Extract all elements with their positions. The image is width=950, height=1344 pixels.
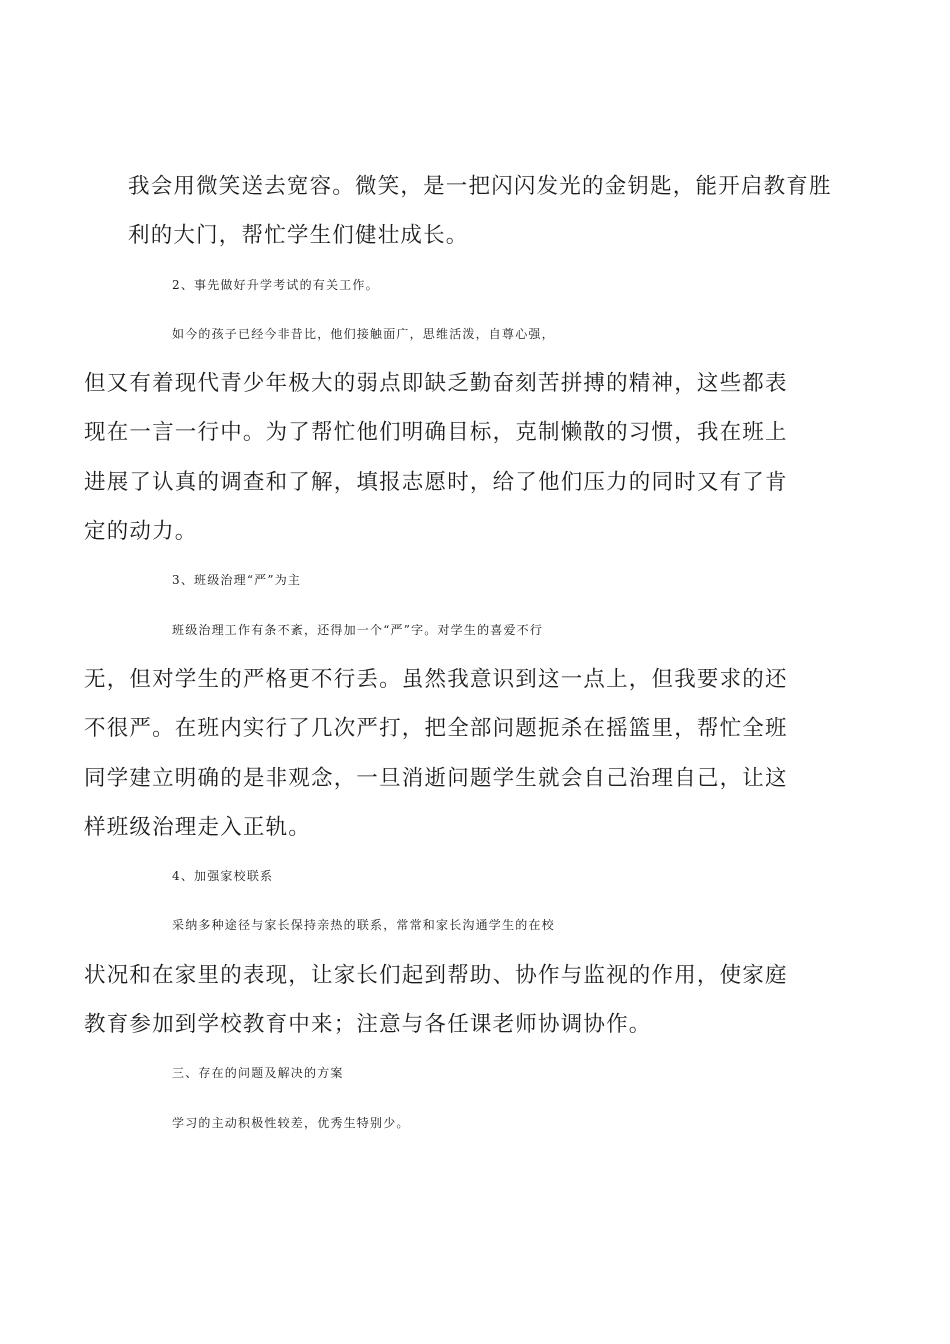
text-line: 利的大门，帮忙学生们健壮成长。	[128, 223, 469, 249]
text-line: 进展了认真的调查和了解，填报志愿时，给了他们压力的同时又有了肯	[84, 469, 788, 495]
section-heading-home-school	[128, 852, 832, 901]
text-line: 样班级治理走入正轨。	[84, 814, 312, 840]
text-line: 4、加强家校联系	[172, 869, 274, 884]
section-heading-exam-prep	[128, 261, 832, 310]
text-line: 不很严。在班内实行了几次严打，把全部问题扼杀在摇篮里，帮忙全班	[84, 716, 788, 742]
text-line: 无，但对学生的严格更不行丢。虽然我意识到这一点上，但我要求的还	[84, 666, 788, 692]
text-line: 3、班级治理“严”为主	[172, 573, 302, 588]
text-line: 同学建立明确的是非观念，一旦消逝问题学生就会自己治理自己，让这	[84, 765, 788, 791]
document-body	[84, 162, 832, 1148]
section-heading-problems	[128, 1049, 832, 1098]
paragraph-smile-tolerance	[128, 162, 832, 261]
paragraph-strict-management	[84, 606, 832, 852]
text-line: 2、事先做好升学考试的有关工作。	[172, 277, 379, 292]
paragraph-problems	[128, 1099, 832, 1148]
text-line: 教育参加到学校教育中来；注意与各任课老师协调协作。	[84, 1012, 652, 1038]
text-line: 但又有着现代青少年极大的弱点即缺乏勤奋刻苦拼搏的精神，这些都表	[84, 371, 788, 397]
text-line: 班级治理工作有条不紊，还得加一个“严”字。对学生的喜爱不行	[172, 622, 544, 637]
text-line: 采纳多种途径与家长保持亲热的联系，常常和家长沟通学生的在校	[172, 918, 555, 933]
text-line: 我会用微笑送去宽容。微笑，是一把闪闪发光的金钥匙，能开启教育胜	[128, 174, 832, 199]
text-line: 现在一言一行中。为了帮忙他们明确目标，克制懒散的习惯，我在班上	[84, 420, 788, 446]
paragraph-home-school	[84, 901, 832, 1049]
text-line: 学习的主动积极性较差，优秀生特别少。	[172, 1115, 410, 1130]
text-line: 三、存在的问题及解决的方案	[172, 1066, 344, 1081]
text-line: 如今的孩子已经今非昔比，他们接触面广，思维活泼，自尊心强，	[172, 326, 555, 341]
section-heading-strict-management	[128, 556, 832, 605]
text-line: 状况和在家里的表现，让家长们起到帮助、协作与监视的作用，使家庭	[84, 962, 788, 988]
text-line: 定的动力。	[84, 519, 198, 545]
paragraph-students-today	[84, 310, 832, 556]
